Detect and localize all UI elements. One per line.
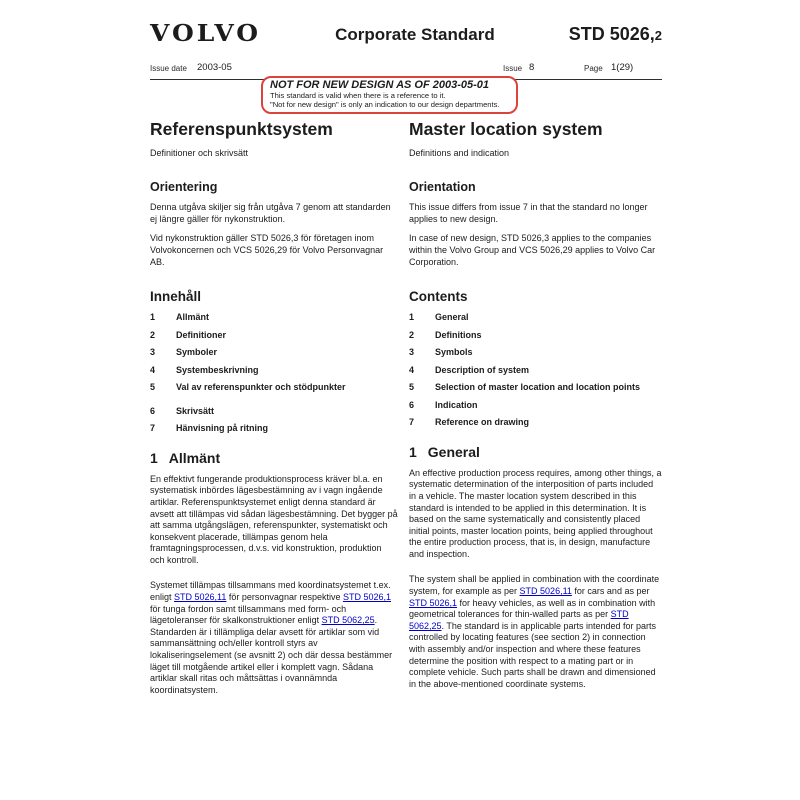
orientering-paragraph-1: Denna utgåva skiljer sig från utgåva 7 genom att standarden ej längre gäller för nykonstruktion. bbox=[150, 202, 391, 224]
toc-item-skrivsatt bbox=[150, 406, 398, 418]
std-5026-1-link[interactable]: STD 5026,1 bbox=[342, 592, 391, 603]
general-paragraph-1: An effective production process requires, among other things, a systematic determination of the interposition of parts included in a vehicle. The master location system described in this standard is intended to be applied in this determination. It is based on the same systematically and consistently placed initial points, master location points, being applied throughout the entire production process, that is, in design, manufacture and inspection. bbox=[409, 467, 662, 559]
toc-item-number: 2 bbox=[150, 329, 156, 340]
english-toc bbox=[409, 312, 662, 429]
toc-item-general bbox=[409, 312, 662, 324]
std-5026-11-link[interactable]: STD 5026,11 bbox=[174, 592, 227, 603]
swedish-toc bbox=[150, 312, 398, 435]
swedish-title: Referenspunktsystem bbox=[150, 119, 333, 139]
toc-item-label: General bbox=[435, 312, 469, 323]
innehall-heading: Innehåll bbox=[150, 289, 202, 305]
toc-item-label: Systembeskrivning bbox=[176, 364, 259, 375]
toc-item-number: 2 bbox=[409, 329, 415, 340]
std-5062-25-link[interactable]: STD 5062,25 bbox=[321, 615, 375, 626]
not-for-new-design-notice bbox=[261, 76, 518, 114]
std-5026-1-link[interactable]: STD 5026,1 bbox=[409, 597, 458, 608]
toc-item-reference-on-drawing bbox=[409, 417, 662, 429]
section-number: 1 bbox=[409, 443, 417, 460]
notice-title: NOT FOR NEW DESIGN AS OF 2003-05-01 bbox=[270, 79, 490, 91]
general-section-heading bbox=[409, 444, 662, 460]
page-value: 1(29) bbox=[611, 62, 634, 73]
toc-item-number: 5 bbox=[150, 382, 156, 393]
paragraph-text: The system shall be applied in combination with the coordinate system, for example as per bbox=[409, 574, 660, 597]
paragraph-text: Systemet tillämpas tillsammans med koordinatsystemet t.ex. enligt bbox=[150, 580, 391, 603]
paragraph-text: för personvagnar respektive bbox=[226, 592, 343, 603]
contents-heading: Contents bbox=[409, 289, 468, 305]
section-number: 1 bbox=[150, 449, 158, 466]
two-column-body bbox=[150, 120, 662, 696]
toc-item-number: 5 bbox=[409, 382, 415, 393]
section-title: General bbox=[427, 443, 480, 460]
document-content bbox=[150, 20, 662, 696]
notice-line-2: "Not for new design" is only an indication to our design departments. bbox=[270, 100, 500, 109]
toc-item-number: 1 bbox=[150, 312, 156, 323]
toc-item-label: Symboler bbox=[176, 347, 218, 358]
toc-item-number: 3 bbox=[150, 347, 156, 358]
toc-item-definitioner bbox=[150, 330, 398, 342]
toc-item-symbols bbox=[409, 347, 662, 359]
toc-item-label: Indication bbox=[435, 399, 478, 410]
issue-value: 8 bbox=[529, 62, 535, 73]
document-header bbox=[150, 20, 662, 49]
general-paragraph-2 bbox=[409, 574, 662, 690]
std-5062-25-link[interactable]: STD 5062,25 bbox=[409, 609, 629, 631]
toc-item-label: Definitioner bbox=[176, 329, 227, 340]
toc-item-indication bbox=[409, 400, 662, 412]
toc-item-number: 6 bbox=[409, 399, 415, 410]
standard-number-suffix: 2 bbox=[654, 28, 662, 43]
toc-item-definitions bbox=[409, 330, 662, 342]
issue-date-label: Issue date bbox=[150, 64, 187, 73]
issue-date-value: 2003-05 bbox=[197, 62, 232, 73]
toc-item-label: Skrivsätt bbox=[176, 405, 215, 416]
orientering-paragraph-2: Vid nykonstruktion gäller STD 5026,3 för företagen inom Volvokoncernen och VCS 5026,29 för Volvo Personvagnar AB. bbox=[150, 233, 384, 267]
section-title: Allmänt bbox=[168, 449, 221, 466]
english-column bbox=[409, 120, 662, 696]
orientation-paragraph-2: In case of new design, STD 5026,3 applies to the companies within the Volvo Group and VCS 5026,29 applies to Volvo Car Corporation. bbox=[409, 233, 656, 267]
toc-item-label: Hänvisning på ritning bbox=[176, 423, 269, 434]
page-label: Page bbox=[584, 64, 603, 73]
standard-number bbox=[569, 20, 662, 45]
paragraph-text: för tunga fordon samt tillsammans med form- och lägetoleranser för skalkonstruktioner enligt bbox=[150, 603, 347, 626]
paragraph-text: . Standarden är i tillämpliga delar avsett för artiklar som vid sammansättning och/eller kontroll styrs av lokaliseringselement (se avsnitt 2) och där dessa bestämmer läget till motgående artikel eller i komplett vagn. Sådana artiklar skall ritas och måttsättas i ovannämnda koordinatsystem. bbox=[150, 615, 393, 695]
toc-item-hanvisning bbox=[150, 423, 398, 435]
swedish-column bbox=[150, 120, 398, 696]
toc-item-label: Selection of master location and location points bbox=[435, 382, 641, 393]
orientation-paragraph-1: This issue differs from issue 7 in that the standard no longer applies to new design. bbox=[409, 202, 648, 224]
toc-item-label: Definitions bbox=[435, 329, 482, 340]
standard-number-main: STD 5026, bbox=[568, 24, 655, 44]
toc-item-label: Reference on drawing bbox=[435, 417, 530, 428]
toc-item-number: 7 bbox=[150, 423, 156, 434]
toc-item-number: 3 bbox=[409, 347, 415, 358]
allmant-paragraph-2 bbox=[150, 580, 398, 696]
issue-info-row bbox=[150, 62, 662, 75]
toc-item-label: Symbols bbox=[435, 347, 473, 358]
toc-item-selection-of-master-location bbox=[409, 382, 662, 394]
toc-item-val-av-referenspunkter bbox=[150, 382, 398, 394]
paragraph-text: for heavy vehicles, as well as in combination with geometrical tolerances for thin-walled parts as per bbox=[409, 597, 656, 620]
swedish-subtitle: Definitioner och skrivsätt bbox=[150, 148, 249, 159]
toc-item-number: 4 bbox=[150, 364, 156, 375]
english-title: Master location system bbox=[409, 119, 603, 139]
toc-item-label: Allmänt bbox=[176, 312, 210, 323]
toc-item-number: 6 bbox=[150, 405, 156, 416]
toc-item-label: Val av referenspunkter och stödpunkter bbox=[176, 382, 346, 393]
toc-item-number: 1 bbox=[409, 312, 415, 323]
toc-item-symboler bbox=[150, 347, 398, 359]
toc-item-number: 7 bbox=[409, 417, 415, 428]
paragraph-text: for cars and as per bbox=[571, 586, 650, 597]
paragraph-text: . The standard is in applicable parts intended for parts controlled by locating features (see section 2) in connection with assembly and/or inspection and where these features determine the position with respect to a mating part or in complete vehicle. Such parts shall be drawn and dimensioned in the above-mentioned coordinate systems. bbox=[409, 620, 657, 689]
volvo-logo: VOLVO bbox=[150, 20, 262, 47]
toc-item-label: Description of system bbox=[435, 364, 530, 375]
notice-line-1: This standard is valid when there is a reference to it. bbox=[270, 91, 446, 100]
std-5026-11-link[interactable]: STD 5026,11 bbox=[519, 586, 572, 597]
toc-item-number: 4 bbox=[409, 364, 415, 375]
toc-item-allmant bbox=[150, 312, 398, 324]
english-subtitle: Definitions and indication bbox=[409, 148, 510, 159]
issue-label: Issue bbox=[503, 64, 523, 73]
allmant-paragraph-1: En effektivt fungerande produktionsprocess kräver bl.a. en systematisk inbördes lägesbestämning av i vagn ingående artiklar. Referenspunktsystemet enligt denna standard är avsett att tillämpas vid sådan lägesbestämning. Det bygger på att samma utgångslägen, referenspunkter, systematiskt och konsekvent placerade, tillämpas genom hela framtagningsprocessen, d.v.s. vid konstruktion, produktion och kontroll. bbox=[150, 473, 398, 565]
document-type-title: Corporate Standard bbox=[335, 25, 495, 44]
toc-item-description-of-system bbox=[409, 365, 662, 377]
allmant-section-heading bbox=[150, 450, 398, 466]
toc-item-systembeskrivning bbox=[150, 365, 398, 377]
orientering-heading: Orientering bbox=[150, 180, 218, 195]
orientation-heading: Orientation bbox=[409, 180, 476, 195]
